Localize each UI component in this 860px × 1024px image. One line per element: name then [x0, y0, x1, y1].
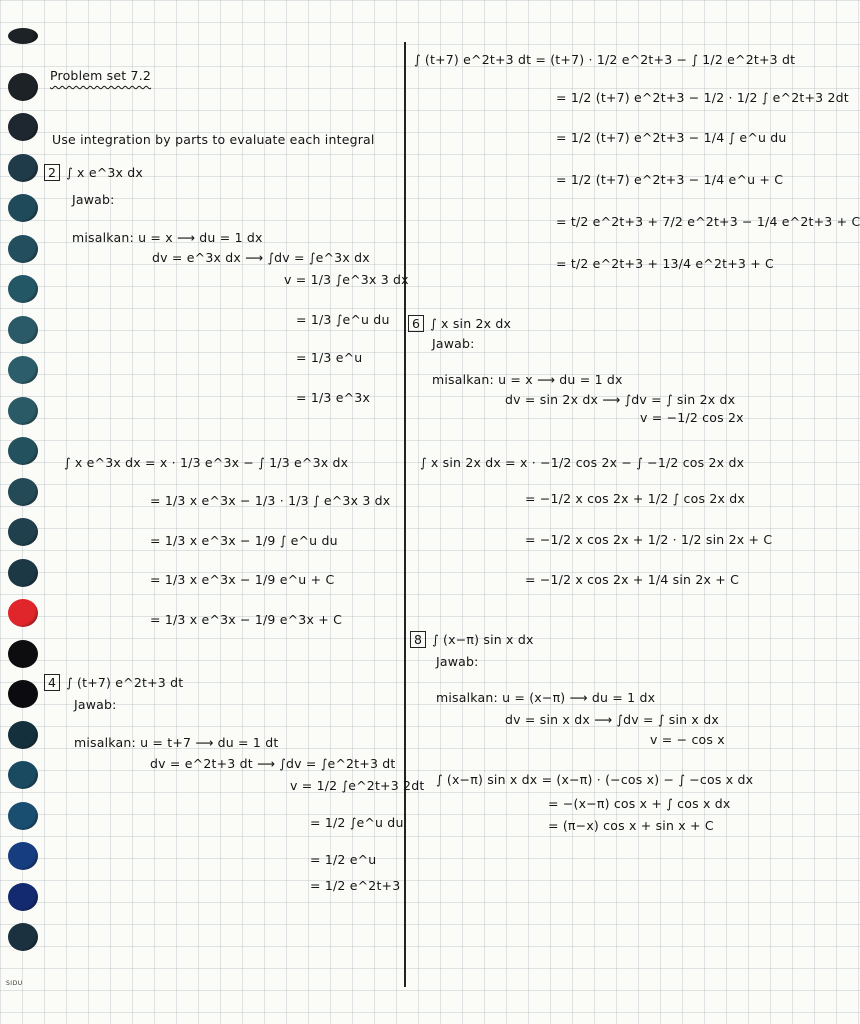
problem-4-step-1: ∫ (t+7) e^2t+3 dt = (t+7) · 1/2 e^2t+3 − ∫ 1/2 e^2t+3 dt: [414, 52, 796, 67]
binder-hole: [8, 437, 38, 465]
binder-hole: [8, 680, 38, 708]
binder-hole: [8, 194, 38, 222]
problem-4-jawab: Jawab:: [74, 697, 117, 712]
problem-6-heading: [408, 316, 511, 331]
problem-2-substitution-5: = 1/3 e^u: [296, 350, 363, 365]
binder-hole: [8, 154, 38, 182]
binder-hole: [8, 599, 38, 627]
problem-2-substitution-3: v = 1/3 ∫e^3x 3 dx: [284, 272, 409, 287]
problem-4-substitution-2: dv = e^2t+3 dt ⟶ ∫dv = ∫e^2t+3 dt: [150, 756, 396, 771]
problem-4-substitution-6: = 1/2 e^2t+3: [310, 878, 401, 893]
problem-6-step-2: = −1/2 x cos 2x + 1/2 ∫ cos 2x dx: [525, 491, 745, 506]
problem-4-substitution-5: = 1/2 e^u: [310, 852, 377, 867]
problem-8-step-2: = −(x−π) cos x + ∫ cos x dx: [548, 796, 731, 811]
binder-hole: [8, 478, 38, 506]
notebook-brand-label: SIDU: [6, 980, 23, 987]
binder-hole: [8, 235, 38, 263]
problem-2-step-5: = 1/3 x e^3x − 1/9 e^3x + C: [150, 612, 342, 627]
problem-8-substitution-3: v = − cos x: [650, 732, 725, 747]
problem-2-step-4: = 1/3 x e^3x − 1/9 e^u + C: [150, 572, 335, 587]
problem-6-jawab: Jawab:: [432, 336, 475, 351]
binder-hole: [8, 923, 38, 951]
problem-2-substitution-4: = 1/3 ∫e^u du: [296, 312, 390, 327]
binder-hole: [8, 802, 38, 830]
problem-8-step-3: = (π−x) cos x + sin x + C: [548, 818, 714, 833]
problem-4-substitution-3: v = 1/2 ∫e^2t+3 2dt: [290, 778, 425, 793]
page-title: Problem set 7.2: [50, 68, 152, 83]
problem-4-substitution-4: = 1/2 ∫e^u du: [310, 815, 404, 830]
problem-2-heading: [44, 165, 143, 180]
problem-2-substitution-6: = 1/3 e^3x: [296, 390, 371, 405]
instruction-text: Use integration by parts to evaluate each integral: [52, 132, 375, 147]
problem-4-step-2: = 1/2 (t+7) e^2t+3 − 1/2 · 1/2 ∫ e^2t+3 2dt: [556, 90, 849, 105]
binder-hole: [8, 842, 38, 870]
binder-holes: [0, 0, 50, 1024]
problem-6-substitution-2: dv = sin 2x dx ⟶ ∫dv = ∫ sin 2x dx: [505, 392, 736, 407]
problem-4-number: 4: [44, 674, 60, 691]
binder-hole: [8, 559, 38, 587]
problem-8-substitution-2: dv = sin x dx ⟶ ∫dv = ∫ sin x dx: [505, 712, 719, 727]
problem-2-jawab: Jawab:: [72, 192, 115, 207]
problem-8-heading: [410, 632, 534, 647]
problem-4-step-5: = t/2 e^2t+3 + 7/2 e^2t+3 − 1/4 e^2t+3 + C: [556, 214, 860, 229]
problem-8-jawab: Jawab:: [436, 654, 479, 669]
problem-6-substitution-3: v = −1/2 cos 2x: [640, 410, 744, 425]
problem-6-step-1: ∫ x sin 2x dx = x · −1/2 cos 2x − ∫ −1/2 cos 2x dx: [420, 455, 745, 470]
binder-hole: [8, 113, 38, 141]
problem-4-substitution-1: misalkan: u = t+7 ⟶ du = 1 dt: [74, 735, 279, 750]
problem-8-integral: ∫ (x−π) sin x dx: [432, 632, 534, 647]
problem-2-integral: ∫ x e^3x dx: [66, 165, 144, 180]
binder-hole: [8, 518, 38, 546]
column-divider: [404, 42, 406, 987]
binder-hole: [8, 28, 38, 44]
binder-hole: [8, 73, 38, 101]
problem-6-integral: ∫ x sin 2x dx: [430, 316, 512, 331]
problem-4-heading: [44, 675, 183, 690]
binder-hole: [8, 356, 38, 384]
problem-6-number: 6: [408, 315, 424, 332]
problem-4-step-6: = t/2 e^2t+3 + 13/4 e^2t+3 + C: [556, 256, 774, 271]
problem-2-substitution-1: misalkan: u = x ⟶ du = 1 dx: [72, 230, 263, 245]
problem-8-number: 8: [410, 631, 426, 648]
binder-hole: [8, 761, 38, 789]
binder-hole: [8, 640, 38, 668]
problem-2-substitution-2: dv = e^3x dx ⟶ ∫dv = ∫e^3x dx: [152, 250, 370, 265]
binder-hole: [8, 397, 38, 425]
binder-hole: [8, 316, 38, 344]
problem-8-substitution-1: misalkan: u = (x−π) ⟶ du = 1 dx: [436, 690, 656, 705]
binder-hole: [8, 275, 38, 303]
problem-2-step-3: = 1/3 x e^3x − 1/9 ∫ e^u du: [150, 533, 338, 548]
problem-2-step-1: ∫ x e^3x dx = x · 1/3 e^3x − ∫ 1/3 e^3x dx: [64, 455, 349, 470]
problem-4-integral: ∫ (t+7) e^2t+3 dt: [66, 675, 184, 690]
problem-8-step-1: ∫ (x−π) sin x dx = (x−π) · (−cos x) − ∫ −cos x dx: [436, 772, 754, 787]
problem-4-step-3: = 1/2 (t+7) e^2t+3 − 1/4 ∫ e^u du: [556, 130, 787, 145]
binder-hole: [8, 883, 38, 911]
problem-6-step-4: = −1/2 x cos 2x + 1/4 sin 2x + C: [525, 572, 740, 587]
problem-2-number: 2: [44, 164, 60, 181]
problem-4-step-4: = 1/2 (t+7) e^2t+3 − 1/4 e^u + C: [556, 172, 784, 187]
binder-hole: [8, 721, 38, 749]
problem-6-substitution-1: misalkan: u = x ⟶ du = 1 dx: [432, 372, 623, 387]
problem-2-step-2: = 1/3 x e^3x − 1/3 · 1/3 ∫ e^3x 3 dx: [150, 493, 391, 508]
problem-6-step-3: = −1/2 x cos 2x + 1/2 · 1/2 sin 2x + C: [525, 532, 773, 547]
